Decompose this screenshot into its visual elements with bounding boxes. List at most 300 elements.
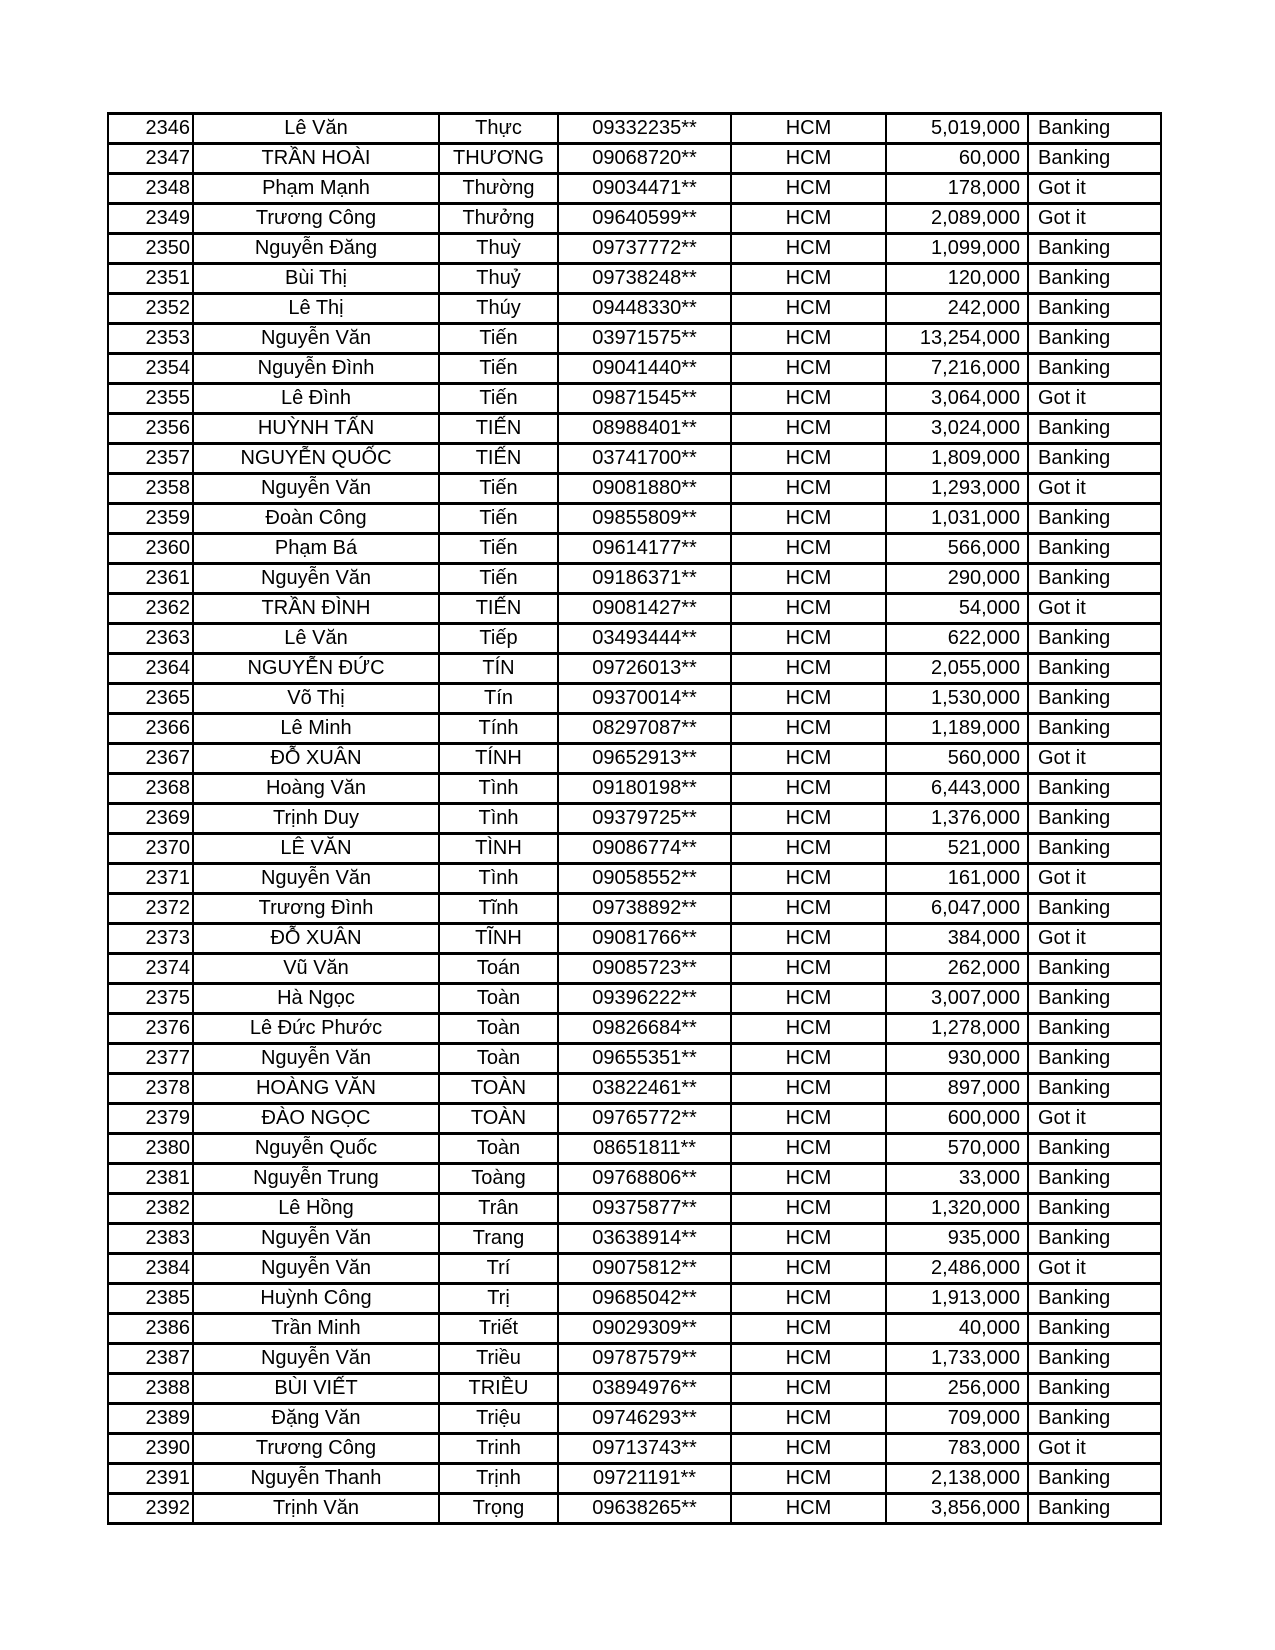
status-cell: Got it <box>1028 594 1161 624</box>
phone-cell: 09075812** <box>558 1254 731 1284</box>
city-cell: HCM <box>731 894 886 924</box>
id-cell: 2379 <box>108 1104 193 1134</box>
name-cell: LÊ VĂN <box>193 834 439 864</box>
amount-cell: 1,099,000 <box>886 234 1028 264</box>
id-cell: 2381 <box>108 1164 193 1194</box>
id-cell: 2384 <box>108 1254 193 1284</box>
amount-cell: 40,000 <box>886 1314 1028 1344</box>
amount-cell: 7,216,000 <box>886 354 1028 384</box>
id-cell: 2386 <box>108 1314 193 1344</box>
phone-cell: 03638914** <box>558 1224 731 1254</box>
id-cell: 2358 <box>108 474 193 504</box>
phone-cell: 03741700** <box>558 444 731 474</box>
name-cell: Trần Minh <box>193 1314 439 1344</box>
city-cell: HCM <box>731 474 886 504</box>
amount-cell: 709,000 <box>886 1404 1028 1434</box>
name-cell: Vũ Văn <box>193 954 439 984</box>
name-cell: Bùi Thị <box>193 264 439 294</box>
table-row <box>108 1284 1161 1314</box>
table-row <box>108 1344 1161 1374</box>
amount-cell: 1,278,000 <box>886 1014 1028 1044</box>
table-body <box>108 114 1161 1524</box>
table-row <box>108 1044 1161 1074</box>
table-row <box>108 384 1161 414</box>
given-name-cell: Trang <box>439 1224 558 1254</box>
name-cell: Nguyễn Đình <box>193 354 439 384</box>
city-cell: HCM <box>731 1194 886 1224</box>
amount-cell: 33,000 <box>886 1164 1028 1194</box>
phone-cell: 09713743** <box>558 1434 731 1464</box>
given-name-cell: Trân <box>439 1194 558 1224</box>
name-cell: Lê Hồng <box>193 1194 439 1224</box>
phone-cell: 09081880** <box>558 474 731 504</box>
amount-cell: 1,293,000 <box>886 474 1028 504</box>
phone-cell: 09738892** <box>558 894 731 924</box>
status-cell: Got it <box>1028 1254 1161 1284</box>
city-cell: HCM <box>731 1044 886 1074</box>
given-name-cell: Toàn <box>439 1044 558 1074</box>
status-cell: Banking <box>1028 534 1161 564</box>
given-name-cell: Tính <box>439 714 558 744</box>
status-cell: Banking <box>1028 234 1161 264</box>
name-cell: Lê Đức Phước <box>193 1014 439 1044</box>
given-name-cell: TÍN <box>439 654 558 684</box>
city-cell: HCM <box>731 924 886 954</box>
given-name-cell: TIẾN <box>439 594 558 624</box>
given-name-cell: Tiếp <box>439 624 558 654</box>
name-cell: Nguyễn Trung <box>193 1164 439 1194</box>
table-row <box>108 1254 1161 1284</box>
city-cell: HCM <box>731 504 886 534</box>
phone-cell: 09768806** <box>558 1164 731 1194</box>
amount-cell: 1,031,000 <box>886 504 1028 534</box>
city-cell: HCM <box>731 1374 886 1404</box>
table-row <box>108 1314 1161 1344</box>
status-cell: Banking <box>1028 1014 1161 1044</box>
given-name-cell: TOÀN <box>439 1074 558 1104</box>
table-row <box>108 744 1161 774</box>
city-cell: HCM <box>731 684 886 714</box>
status-cell: Banking <box>1028 954 1161 984</box>
city-cell: HCM <box>731 1104 886 1134</box>
id-cell: 2387 <box>108 1344 193 1374</box>
given-name-cell: Toán <box>439 954 558 984</box>
status-cell: Banking <box>1028 1074 1161 1104</box>
status-cell: Banking <box>1028 504 1161 534</box>
status-cell: Got it <box>1028 1434 1161 1464</box>
amount-cell: 1,189,000 <box>886 714 1028 744</box>
id-cell: 2349 <box>108 204 193 234</box>
id-cell: 2361 <box>108 564 193 594</box>
status-cell: Got it <box>1028 384 1161 414</box>
city-cell: HCM <box>731 354 886 384</box>
table-row <box>108 534 1161 564</box>
phone-cell: 09871545** <box>558 384 731 414</box>
id-cell: 2389 <box>108 1404 193 1434</box>
id-cell: 2352 <box>108 294 193 324</box>
status-cell: Banking <box>1028 1404 1161 1434</box>
city-cell: HCM <box>731 1404 886 1434</box>
status-cell: Banking <box>1028 654 1161 684</box>
status-cell: Banking <box>1028 804 1161 834</box>
amount-cell: 1,530,000 <box>886 684 1028 714</box>
status-cell: Banking <box>1028 774 1161 804</box>
amount-cell: 54,000 <box>886 594 1028 624</box>
phone-cell: 09396222** <box>558 984 731 1014</box>
given-name-cell: TIẾN <box>439 414 558 444</box>
city-cell: HCM <box>731 654 886 684</box>
id-cell: 2360 <box>108 534 193 564</box>
id-cell: 2372 <box>108 894 193 924</box>
city-cell: HCM <box>731 834 886 864</box>
amount-cell: 120,000 <box>886 264 1028 294</box>
amount-cell: 3,024,000 <box>886 414 1028 444</box>
id-cell: 2347 <box>108 144 193 174</box>
city-cell: HCM <box>731 714 886 744</box>
amount-cell: 178,000 <box>886 174 1028 204</box>
name-cell: Nguyễn Quốc <box>193 1134 439 1164</box>
city-cell: HCM <box>731 534 886 564</box>
id-cell: 2354 <box>108 354 193 384</box>
name-cell: Nguyễn Thanh <box>193 1464 439 1494</box>
given-name-cell: Trịnh <box>439 1464 558 1494</box>
city-cell: HCM <box>731 594 886 624</box>
table-row <box>108 954 1161 984</box>
name-cell: Nguyễn Văn <box>193 1044 439 1074</box>
status-cell: Got it <box>1028 204 1161 234</box>
name-cell: Đặng Văn <box>193 1404 439 1434</box>
id-cell: 2383 <box>108 1224 193 1254</box>
status-cell: Got it <box>1028 864 1161 894</box>
amount-cell: 935,000 <box>886 1224 1028 1254</box>
table-row <box>108 594 1161 624</box>
name-cell: Lê Thị <box>193 294 439 324</box>
amount-cell: 1,913,000 <box>886 1284 1028 1314</box>
name-cell: Trịnh Duy <box>193 804 439 834</box>
name-cell: Nguyễn Văn <box>193 1254 439 1284</box>
city-cell: HCM <box>731 144 886 174</box>
name-cell: HUỲNH TẤN <box>193 414 439 444</box>
name-cell: Lê Minh <box>193 714 439 744</box>
phone-cell: 09081427** <box>558 594 731 624</box>
name-cell: Hà Ngọc <box>193 984 439 1014</box>
city-cell: HCM <box>731 294 886 324</box>
given-name-cell: Tiến <box>439 474 558 504</box>
name-cell: Nguyễn Văn <box>193 564 439 594</box>
phone-cell: 09058552** <box>558 864 731 894</box>
given-name-cell: Trí <box>439 1254 558 1284</box>
status-cell: Banking <box>1028 444 1161 474</box>
phone-cell: 09746293** <box>558 1404 731 1434</box>
id-cell: 2350 <box>108 234 193 264</box>
table-row <box>108 234 1161 264</box>
status-cell: Banking <box>1028 984 1161 1014</box>
phone-cell: 09787579** <box>558 1344 731 1374</box>
phone-cell: 03971575** <box>558 324 731 354</box>
status-cell: Banking <box>1028 624 1161 654</box>
status-cell: Got it <box>1028 1104 1161 1134</box>
id-cell: 2373 <box>108 924 193 954</box>
status-cell: Banking <box>1028 1284 1161 1314</box>
phone-cell: 09370014** <box>558 684 731 714</box>
id-cell: 2391 <box>108 1464 193 1494</box>
given-name-cell: Thưởng <box>439 204 558 234</box>
given-name-cell: Toàng <box>439 1164 558 1194</box>
id-cell: 2359 <box>108 504 193 534</box>
status-cell: Banking <box>1028 294 1161 324</box>
amount-cell: 2,138,000 <box>886 1464 1028 1494</box>
city-cell: HCM <box>731 1464 886 1494</box>
status-cell: Banking <box>1028 1494 1161 1524</box>
table-row <box>108 174 1161 204</box>
phone-cell: 09379725** <box>558 804 731 834</box>
phone-cell: 03493444** <box>558 624 731 654</box>
given-name-cell: Toàn <box>439 1014 558 1044</box>
status-cell: Banking <box>1028 1134 1161 1164</box>
city-cell: HCM <box>731 774 886 804</box>
table-row <box>108 1224 1161 1254</box>
table-row <box>108 1374 1161 1404</box>
phone-cell: 09332235** <box>558 114 731 144</box>
id-cell: 2374 <box>108 954 193 984</box>
table-row <box>108 564 1161 594</box>
given-name-cell: Tiến <box>439 324 558 354</box>
id-cell: 2357 <box>108 444 193 474</box>
city-cell: HCM <box>731 954 886 984</box>
status-cell: Banking <box>1028 324 1161 354</box>
amount-cell: 242,000 <box>886 294 1028 324</box>
city-cell: HCM <box>731 234 886 264</box>
phone-cell: 09855809** <box>558 504 731 534</box>
id-cell: 2346 <box>108 114 193 144</box>
status-cell: Banking <box>1028 714 1161 744</box>
given-name-cell: TÍNH <box>439 744 558 774</box>
phone-cell: 09826684** <box>558 1014 731 1044</box>
status-cell: Banking <box>1028 1374 1161 1404</box>
name-cell: Trương Công <box>193 1434 439 1464</box>
amount-cell: 930,000 <box>886 1044 1028 1074</box>
amount-cell: 521,000 <box>886 834 1028 864</box>
name-cell: TRẦN HOÀI <box>193 144 439 174</box>
id-cell: 2365 <box>108 684 193 714</box>
phone-cell: 09068720** <box>558 144 731 174</box>
name-cell: Lê Đình <box>193 384 439 414</box>
name-cell: Phạm Mạnh <box>193 174 439 204</box>
id-cell: 2375 <box>108 984 193 1014</box>
city-cell: HCM <box>731 804 886 834</box>
name-cell: BÙI VIẾT <box>193 1374 439 1404</box>
name-cell: Nguyễn Văn <box>193 1224 439 1254</box>
name-cell: Lê Văn <box>193 114 439 144</box>
amount-cell: 262,000 <box>886 954 1028 984</box>
table-row <box>108 714 1161 744</box>
given-name-cell: Tình <box>439 774 558 804</box>
table-row <box>108 114 1161 144</box>
city-cell: HCM <box>731 1344 886 1374</box>
given-name-cell: Triệu <box>439 1404 558 1434</box>
amount-cell: 1,809,000 <box>886 444 1028 474</box>
amount-cell: 60,000 <box>886 144 1028 174</box>
given-name-cell: Trinh <box>439 1434 558 1464</box>
given-name-cell: TĨNH <box>439 924 558 954</box>
status-cell: Banking <box>1028 1344 1161 1374</box>
table-row <box>108 1494 1161 1524</box>
name-cell: NGUYỄN ĐỨC <box>193 654 439 684</box>
amount-cell: 566,000 <box>886 534 1028 564</box>
table-row <box>108 294 1161 324</box>
city-cell: HCM <box>731 1164 886 1194</box>
table-row <box>108 1464 1161 1494</box>
city-cell: HCM <box>731 1494 886 1524</box>
id-cell: 2388 <box>108 1374 193 1404</box>
status-cell: Banking <box>1028 144 1161 174</box>
amount-cell: 600,000 <box>886 1104 1028 1134</box>
table-row <box>108 354 1161 384</box>
id-cell: 2392 <box>108 1494 193 1524</box>
table-row <box>108 264 1161 294</box>
given-name-cell: Tiến <box>439 354 558 384</box>
city-cell: HCM <box>731 624 886 654</box>
id-cell: 2367 <box>108 744 193 774</box>
phone-cell: 09738248** <box>558 264 731 294</box>
given-name-cell: Thường <box>439 174 558 204</box>
table-row <box>108 1104 1161 1134</box>
id-cell: 2382 <box>108 1194 193 1224</box>
amount-cell: 5,019,000 <box>886 114 1028 144</box>
id-cell: 2370 <box>108 834 193 864</box>
table-row <box>108 144 1161 174</box>
name-cell: Trịnh Văn <box>193 1494 439 1524</box>
amount-cell: 560,000 <box>886 744 1028 774</box>
amount-cell: 3,856,000 <box>886 1494 1028 1524</box>
given-name-cell: TIẾN <box>439 444 558 474</box>
name-cell: Huỳnh Công <box>193 1284 439 1314</box>
status-cell: Banking <box>1028 1194 1161 1224</box>
table-row <box>108 324 1161 354</box>
name-cell: Phạm Bá <box>193 534 439 564</box>
status-cell: Banking <box>1028 1044 1161 1074</box>
amount-cell: 290,000 <box>886 564 1028 594</box>
phone-cell: 09737772** <box>558 234 731 264</box>
city-cell: HCM <box>731 1254 886 1284</box>
id-cell: 2353 <box>108 324 193 354</box>
given-name-cell: Thúy <box>439 294 558 324</box>
name-cell: TRẦN ĐÌNH <box>193 594 439 624</box>
city-cell: HCM <box>731 1074 886 1104</box>
table-row <box>108 684 1161 714</box>
given-name-cell: Tiến <box>439 384 558 414</box>
given-name-cell: Tĩnh <box>439 894 558 924</box>
city-cell: HCM <box>731 324 886 354</box>
table-row <box>108 1434 1161 1464</box>
given-name-cell: Triều <box>439 1344 558 1374</box>
id-cell: 2371 <box>108 864 193 894</box>
status-cell: Got it <box>1028 474 1161 504</box>
city-cell: HCM <box>731 174 886 204</box>
table-row <box>108 1134 1161 1164</box>
phone-cell: 09086774** <box>558 834 731 864</box>
name-cell: ĐỖ XUÂN <box>193 924 439 954</box>
city-cell: HCM <box>731 204 886 234</box>
phone-cell: 03894976** <box>558 1374 731 1404</box>
amount-cell: 783,000 <box>886 1434 1028 1464</box>
amount-cell: 161,000 <box>886 864 1028 894</box>
phone-cell: 09640599** <box>558 204 731 234</box>
given-name-cell: TRIỀU <box>439 1374 558 1404</box>
id-cell: 2364 <box>108 654 193 684</box>
id-cell: 2380 <box>108 1134 193 1164</box>
status-cell: Banking <box>1028 564 1161 594</box>
phone-cell: 09726013** <box>558 654 731 684</box>
phone-cell: 08297087** <box>558 714 731 744</box>
status-cell: Banking <box>1028 1314 1161 1344</box>
given-name-cell: Tiến <box>439 564 558 594</box>
id-cell: 2377 <box>108 1044 193 1074</box>
id-cell: 2368 <box>108 774 193 804</box>
city-cell: HCM <box>731 1434 886 1464</box>
table-row <box>108 1194 1161 1224</box>
amount-cell: 622,000 <box>886 624 1028 654</box>
name-cell: HOÀNG VĂN <box>193 1074 439 1104</box>
id-cell: 2366 <box>108 714 193 744</box>
amount-cell: 2,089,000 <box>886 204 1028 234</box>
id-cell: 2356 <box>108 414 193 444</box>
amount-cell: 6,047,000 <box>886 894 1028 924</box>
phone-cell: 09655351** <box>558 1044 731 1074</box>
given-name-cell: Tiến <box>439 534 558 564</box>
phone-cell: 09375877** <box>558 1194 731 1224</box>
given-name-cell: Trị <box>439 1284 558 1314</box>
city-cell: HCM <box>731 444 886 474</box>
table-row <box>108 1074 1161 1104</box>
phone-cell: 03822461** <box>558 1074 731 1104</box>
city-cell: HCM <box>731 564 886 594</box>
status-cell: Banking <box>1028 1164 1161 1194</box>
name-cell: Võ Thị <box>193 684 439 714</box>
table-row <box>108 984 1161 1014</box>
name-cell: Nguyễn Đăng <box>193 234 439 264</box>
id-cell: 2369 <box>108 804 193 834</box>
amount-cell: 1,733,000 <box>886 1344 1028 1374</box>
given-name-cell: Triết <box>439 1314 558 1344</box>
phone-cell: 09034471** <box>558 174 731 204</box>
phone-cell: 08651811** <box>558 1134 731 1164</box>
given-name-cell: THƯƠNG <box>439 144 558 174</box>
id-cell: 2390 <box>108 1434 193 1464</box>
table-row <box>108 624 1161 654</box>
city-cell: HCM <box>731 384 886 414</box>
given-name-cell: TÌNH <box>439 834 558 864</box>
city-cell: HCM <box>731 1134 886 1164</box>
phone-cell: 09638265** <box>558 1494 731 1524</box>
given-name-cell: Toàn <box>439 1134 558 1164</box>
amount-cell: 384,000 <box>886 924 1028 954</box>
table-row <box>108 804 1161 834</box>
amount-cell: 3,007,000 <box>886 984 1028 1014</box>
given-name-cell: Thuỳ <box>439 234 558 264</box>
table-row <box>108 204 1161 234</box>
amount-cell: 1,376,000 <box>886 804 1028 834</box>
name-cell: NGUYỄN QUỐC <box>193 444 439 474</box>
name-cell: Nguyễn Văn <box>193 474 439 504</box>
name-cell: Nguyễn Văn <box>193 1344 439 1374</box>
status-cell: Banking <box>1028 1224 1161 1254</box>
table-row <box>108 774 1161 804</box>
name-cell: Trương Đình <box>193 894 439 924</box>
given-name-cell: Tình <box>439 864 558 894</box>
given-name-cell: Trọng <box>439 1494 558 1524</box>
name-cell: Trương Công <box>193 204 439 234</box>
